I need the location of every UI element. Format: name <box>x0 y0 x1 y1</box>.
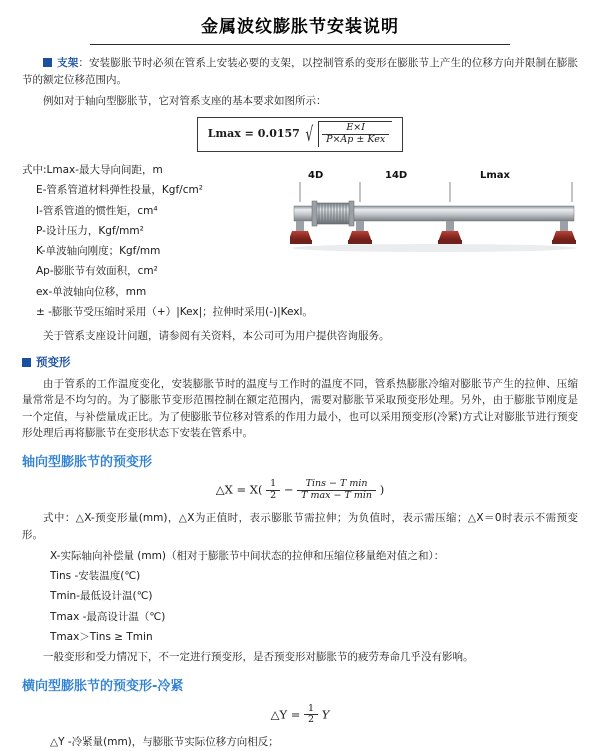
axial-note-1: X-实际轴向补偿量 (mm)（相对于膨胀节中间状态的拉伸和压缩位移量绝对值之和）： <box>50 549 445 562</box>
sqrt-icon: √ <box>305 122 314 147</box>
formula-lateral-half <box>304 704 318 727</box>
support-design-note: 关于管系支座设计问题，请参阅有关资料，本公司可为用户提供咨询服务。 <box>43 330 390 343</box>
title-divider <box>90 44 510 45</box>
legend-item-2: I-管系管道的惯性矩，cm⁴ <box>36 204 158 217</box>
axial-note-0: 式中：△X-预变形量(mm)，△X为正值时，表示膨胀节需拉伸；为负值时，表示需压缩；△X＝0时表示不需预变形。 <box>22 512 578 541</box>
legend-item-4: K-单波轴向刚度；Kgf/mm <box>36 245 161 258</box>
legend-item-3: P-设计压力，Kgf/mm² <box>36 224 144 237</box>
axial-note-4: Tmax -最高设计温（℃) <box>50 610 166 623</box>
formula-lateral-rhs: Y <box>321 706 330 721</box>
formula-lateral-half-den: 2 <box>308 714 315 726</box>
section-bracket-body: 安装膨胀节时必须在管系上安装必要的支架，以控制管系的变形在膨胀节上产生的位移方向并限制在膨胀节的额定位移范围内。 <box>22 57 579 86</box>
formula-lmax-numerator: E×I <box>322 123 389 135</box>
formula-lateral-half-num: 1 <box>304 704 318 716</box>
formula-axial-rhs: ) <box>379 482 385 497</box>
legend-item-0: 式中:Lmax-最大导向间距，m <box>22 163 163 176</box>
legend-item-7: ± -膨胀节受压缩时采用（+）|Kex|；拉伸时采用(-)|Kexl。 <box>36 305 313 318</box>
figure-label-lmax: Lmax <box>480 169 510 181</box>
figure-axial-support <box>290 168 578 260</box>
axial-note-6: 一般变形和受力情况下，不一定进行预变形，是否预变形对膨胀节的疲劳寿命几乎没有影响。 <box>43 651 474 664</box>
lateral-note: △Y -冷紧量(mm)，与膨胀节实际位移方向相反； <box>50 736 279 749</box>
formula-axial-minus: − <box>283 482 294 497</box>
formula-lmax-fraction <box>322 123 389 146</box>
axial-predeform-heading: 轴向型膨胀节的预变形 <box>22 455 153 471</box>
formula-axial-half-den: 2 <box>270 490 277 502</box>
formula-lmax-wrap <box>22 117 578 152</box>
lateral-predeform-heading: 横向型膨胀节的预变形-冷紧 <box>22 679 184 695</box>
figure-label-14d: 14D <box>385 169 408 181</box>
document-content <box>0 55 600 750</box>
section-predeform-paragraph: 由于管系的工作温度变化，安装膨胀节时的温度与工作时的温度不同，管系热膨胀冷缩对膨胀节产生的拉伸、压缩量常常是不均匀的。为了膨胀节变形范围控制在额定范围内，需要对膨胀节采取预变形处理。另外，由于膨胀节刚度是一个定值，与补偿量成正比。为了使膨胀节位移对管系的作用力最小，也可以采用预变形(冷紧)方式让对膨胀节进行预变形处理后再将膨胀节在变形状态下安装在管系中。 <box>22 378 578 439</box>
formula-lmax-lhs: Lmax = 0.0157 <box>207 127 300 141</box>
formula-axial-half-num: 1 <box>266 479 280 491</box>
formula-lmax-radicand <box>318 121 392 147</box>
legend-list <box>22 162 313 324</box>
blue-square-icon <box>43 58 52 67</box>
formula-lateral-lhs: △Y = <box>270 706 301 721</box>
axial-note-5: Tmax＞Tins ≥ Tmin <box>50 630 153 643</box>
axial-note-2: Tins -安装温度(℃) <box>50 570 141 583</box>
section-predeform-heading-wrap <box>22 354 578 372</box>
formula-axial-ratio <box>297 479 376 502</box>
formula-axial-half <box>266 479 280 502</box>
section-bracket-paragraph: 支架：安装膨胀节时必须在管系上安装必要的支架，以控制管系的变形在膨胀节上产生的位移方向并限制在膨胀节的额定位移范围内。 <box>22 57 579 86</box>
legend-item-1: E-管系管道材料弹性投量，Kgf/cm² <box>36 184 203 197</box>
section-bracket-heading: 支架 <box>57 57 79 70</box>
formula-lmax-denominator: P×Ap ± Kex <box>326 134 386 146</box>
axial-note-3: Tmin-最低设计温(℃) <box>50 590 153 603</box>
formula-axial-predeform <box>22 479 578 502</box>
formula-axial-ratio-num: Tins − T min <box>297 479 376 491</box>
pipe-diagram-icon <box>290 182 578 260</box>
legend-item-6: ex-单波轴向位移，mm <box>36 285 147 298</box>
formula-lateral-predeform <box>22 704 578 727</box>
page-title: 金属波纹膨胀节安装说明 <box>201 17 399 37</box>
formula-axial-ratio-den: T max − T min <box>301 490 373 502</box>
formula-lmax <box>197 117 403 152</box>
document-page <box>0 14 600 751</box>
section-predeform-heading: 预变形 <box>36 355 71 370</box>
section-bracket-example: 例如对于轴向型膨胀节，它对管系支座的基本要求如图所示： <box>43 94 327 107</box>
legend-item-5: Ap-膨胀节有效面积，cm² <box>36 265 158 278</box>
figure-labels <box>290 168 578 182</box>
blue-square-icon-2 <box>22 358 31 367</box>
formula-axial-lhs: △X = X( <box>215 482 263 497</box>
figure-label-4d: 4D <box>308 169 324 181</box>
